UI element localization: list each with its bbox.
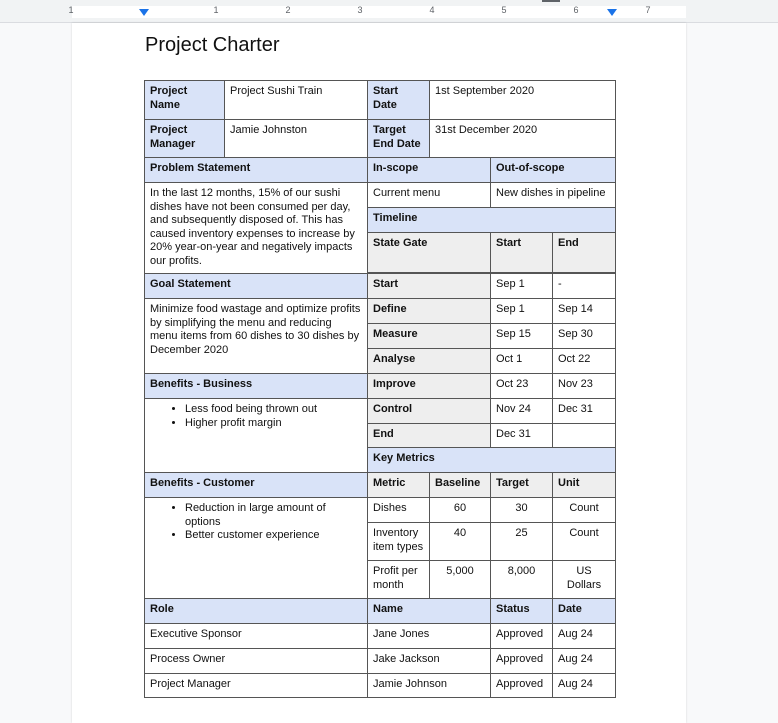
metric-name: Inventory item types xyxy=(368,523,430,561)
target-end-date-value: 31st December 2020 xyxy=(430,120,616,158)
problem-statement-text: In the last 12 months, 15% of our sushi dishes have not been consumed per day, and subsequently disposed of. This has caused inventory expenses to increase by 20% year-on-year and negatively impacts our profits. xyxy=(145,183,368,274)
table-row xyxy=(145,158,616,183)
role-value: Executive Sponsor xyxy=(145,624,368,649)
metric-target: 25 xyxy=(491,523,553,561)
table-row xyxy=(145,624,616,649)
role-name: Jake Jackson xyxy=(368,649,491,674)
metric-baseline: 40 xyxy=(430,523,491,561)
in-scope-value: Current menu xyxy=(368,183,491,208)
timeline-gate: Measure xyxy=(368,324,491,349)
list-item: • Reduction in large amount of options xyxy=(185,502,362,529)
in-scope-header: In-scope xyxy=(368,158,491,183)
timeline-end: Dec 31 xyxy=(553,399,616,424)
table-row xyxy=(145,599,616,624)
timeline-start: Sep 1 xyxy=(491,274,553,299)
metric-baseline: 5,000 xyxy=(430,561,491,599)
timeline-end: Sep 30 xyxy=(553,324,616,349)
role-date: Aug 24 xyxy=(553,674,616,698)
role-name: Jamie Johnson xyxy=(368,674,491,698)
date-header: Date xyxy=(553,599,616,624)
goal-statement-text: Minimize food wastage and optimize profits by simplifying the menu and reducing menu items from 60 dishes to 30 dishes by December 2020 xyxy=(145,299,368,374)
right-indent-marker-icon[interactable] xyxy=(607,9,617,16)
ruler-number: 3 xyxy=(357,5,363,15)
key-metrics-header: Key Metrics xyxy=(368,448,616,473)
list-item: • Higher profit margin xyxy=(185,417,362,431)
table-row xyxy=(145,183,616,208)
timeline-end: Nov 23 xyxy=(553,374,616,399)
document-page[interactable] xyxy=(72,23,686,723)
table-row xyxy=(145,473,616,498)
ruler-track xyxy=(72,6,686,18)
metric-header: Metric xyxy=(368,473,430,498)
benefits-business-header: Benefits - Business xyxy=(145,374,368,399)
table-row xyxy=(145,120,616,158)
ruler-number: 5 xyxy=(501,5,507,15)
role-status: Approved xyxy=(491,649,553,674)
out-of-scope-header: Out-of-scope xyxy=(491,158,616,183)
table-row xyxy=(145,274,616,299)
benefits-business-list xyxy=(145,399,368,473)
start-date-label: Start Date xyxy=(368,81,430,120)
role-status: Approved xyxy=(491,674,553,698)
timeline-start: Oct 1 xyxy=(491,349,553,374)
project-name-label: Project Name xyxy=(145,81,225,120)
out-of-scope-value: New dishes in pipeline xyxy=(491,183,616,208)
timeline-gate: Control xyxy=(368,399,491,424)
metric-target: 8,000 xyxy=(491,561,553,599)
timeline-gate: Define xyxy=(368,299,491,324)
timeline-end: - xyxy=(553,274,616,299)
ruler-number: 1 xyxy=(213,5,219,15)
list-item: • Better customer experience xyxy=(185,529,362,543)
table-row xyxy=(145,299,616,324)
metric-baseline: 60 xyxy=(430,498,491,523)
left-indent-marker-icon[interactable] xyxy=(139,9,149,16)
timeline-start-header: Start xyxy=(491,233,553,273)
project-name-value: Project Sushi Train xyxy=(225,81,368,120)
metric-unit: Count xyxy=(553,523,616,561)
metric-name: Dishes xyxy=(368,498,430,523)
role-value: Project Manager xyxy=(145,674,368,698)
timeline-gate: Improve xyxy=(368,374,491,399)
ruler-number: 6 xyxy=(573,5,579,15)
timeline-start: Oct 23 xyxy=(491,374,553,399)
timeline-header: Timeline xyxy=(368,208,616,233)
role-status: Approved xyxy=(491,624,553,649)
table-row xyxy=(145,649,616,674)
ruler-number: 2 xyxy=(285,5,291,15)
table-row xyxy=(145,674,616,698)
timeline-gate: End xyxy=(368,424,491,448)
timeline-gate: Start xyxy=(368,274,491,299)
baseline-header: Baseline xyxy=(430,473,491,498)
role-value: Process Owner xyxy=(145,649,368,674)
role-date: Aug 24 xyxy=(553,624,616,649)
timeline-start: Dec 31 xyxy=(491,424,553,448)
metric-target: 30 xyxy=(491,498,553,523)
ruler-number: 4 xyxy=(429,5,435,15)
timeline-gate-header: State Gate xyxy=(368,233,491,273)
table-row xyxy=(145,81,616,120)
metric-unit: Count xyxy=(553,498,616,523)
table-row xyxy=(145,399,616,424)
timeline-end xyxy=(553,424,616,448)
timeline-start: Nov 24 xyxy=(491,399,553,424)
status-header: Status xyxy=(491,599,553,624)
role-header: Role xyxy=(145,599,368,624)
list-item: • Less food being thrown out xyxy=(185,403,362,417)
timeline-start: Sep 1 xyxy=(491,299,553,324)
table-row xyxy=(145,374,616,399)
benefits-customer-list xyxy=(145,498,368,599)
timeline-end-header: End xyxy=(553,233,616,273)
metric-unit: US Dollars xyxy=(553,561,616,599)
timeline-end: Oct 22 xyxy=(553,349,616,374)
target-end-date-label: Target End Date xyxy=(368,120,430,158)
ruler-number: 1 xyxy=(68,5,74,15)
table-row xyxy=(145,498,616,523)
name-header: Name xyxy=(368,599,491,624)
page-title: Project Charter xyxy=(145,34,280,56)
benefits-customer-header: Benefits - Customer xyxy=(145,473,368,498)
timeline-end: Sep 14 xyxy=(553,299,616,324)
ruler-number: 7 xyxy=(645,5,651,15)
role-date: Aug 24 xyxy=(553,649,616,674)
timeline-start: Sep 15 xyxy=(491,324,553,349)
unit-header: Unit xyxy=(553,473,616,498)
target-header: Target xyxy=(491,473,553,498)
horizontal-ruler[interactable] xyxy=(0,0,778,23)
project-manager-label: Project Manager xyxy=(145,120,225,158)
charter-table xyxy=(144,80,616,698)
ruler-scroll-nub xyxy=(542,0,560,2)
goal-statement-header: Goal Statement xyxy=(145,274,368,299)
start-date-value: 1st September 2020 xyxy=(430,81,616,120)
metric-name: Profit per month xyxy=(368,561,430,599)
timeline-gate: Analyse xyxy=(368,349,491,374)
problem-statement-header: Problem Statement xyxy=(145,158,368,183)
project-manager-value: Jamie Johnston xyxy=(225,120,368,158)
role-name: Jane Jones xyxy=(368,624,491,649)
